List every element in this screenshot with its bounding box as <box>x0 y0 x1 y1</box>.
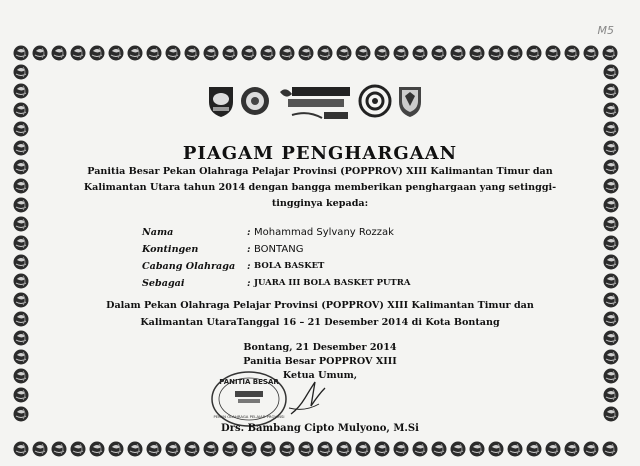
field-label: Kontingen <box>142 244 199 255</box>
handwritten-signature <box>285 378 335 420</box>
signer-name: Drs. Bambang Cipto Mulyono, M.Si <box>221 423 419 434</box>
rose-ornament <box>604 388 619 403</box>
rose-ornament <box>413 442 428 457</box>
rose-ornament <box>14 46 29 61</box>
place-date: Bontang, 21 Desember 2014 <box>243 342 397 353</box>
field-value-name: Mohammad Sylvany Rozzak <box>254 227 394 238</box>
rose-ornament <box>14 388 29 403</box>
rose-ornament <box>394 46 409 61</box>
rose-ornament <box>109 442 124 457</box>
field-label: Cabang Olahraga <box>142 261 236 272</box>
rose-ornament <box>451 442 466 457</box>
event-text <box>60 297 580 331</box>
field-colon: : <box>247 227 251 238</box>
rose-ornament <box>565 46 580 61</box>
field-colon: : <box>247 261 251 272</box>
rose-ornament <box>337 442 352 457</box>
rose-ornament <box>14 312 29 327</box>
rose-ornament <box>604 198 619 213</box>
rose-ornament <box>14 274 29 289</box>
corner-note: M5 <box>597 24 614 37</box>
rose-ornament <box>489 442 504 457</box>
stamp-top-text: PANITIA BESAR <box>219 378 279 386</box>
rose-ornament <box>128 442 143 457</box>
rose-ornament <box>242 442 257 457</box>
field-colon: : <box>247 278 251 289</box>
stamp-bottom-text: PEKAN OLAHRAGA PELAJAR PROVINSI <box>213 414 285 419</box>
field-colon: : <box>247 244 251 255</box>
logo-row <box>0 84 640 126</box>
rose-ornament <box>604 312 619 327</box>
rose-ornament <box>242 46 257 61</box>
rose-ornament <box>375 442 390 457</box>
signer-role: Ketua Umum, <box>282 370 358 381</box>
rose-ornament <box>52 46 67 61</box>
rose-ornament <box>604 407 619 422</box>
rose-ornament <box>261 442 276 457</box>
bontang-shield-icon <box>397 84 423 118</box>
rose-ornament <box>52 442 67 457</box>
rose-ornament <box>166 46 181 61</box>
rose-ornament <box>451 46 466 61</box>
rose-ornament <box>546 442 561 457</box>
rose-ornament <box>432 46 447 61</box>
circle-emblem-icon <box>358 84 392 118</box>
rose-ornament <box>14 65 29 80</box>
rose-ornament <box>14 442 29 457</box>
rose-ornament <box>223 46 238 61</box>
rose-ornament <box>14 198 29 213</box>
rose-ornament <box>90 442 105 457</box>
rose-ornament <box>584 46 599 61</box>
rose-ornament <box>604 179 619 194</box>
rose-ornament <box>14 217 29 232</box>
rose-ornament <box>166 442 181 457</box>
committee-name: Panitia Besar POPPROV XIII <box>243 356 397 367</box>
intro-text <box>50 164 590 212</box>
rose-ornament <box>375 46 390 61</box>
emblem-shield-icon <box>207 84 235 118</box>
rose-ornament <box>356 46 371 61</box>
rose-ornament <box>90 46 105 61</box>
rose-ornament <box>299 442 314 457</box>
rose-ornament <box>147 46 162 61</box>
field-value-sport: BOLA BASKET <box>254 261 325 271</box>
rose-ornament <box>14 369 29 384</box>
rose-ornament <box>261 46 276 61</box>
rose-ornament <box>204 46 219 61</box>
rose-ornament <box>280 46 295 61</box>
rose-ornament <box>14 407 29 422</box>
intro-line: Panitia Besar Pekan Olahraga Pelajar Provinsi (POPPROV) XIII Kalimantan Timur dan <box>87 166 553 177</box>
rose-ornament <box>603 46 618 61</box>
rose-ornament <box>489 46 504 61</box>
rose-ornament <box>33 46 48 61</box>
rose-ornament <box>413 46 428 61</box>
event-line: Dalam Pekan Olahraga Pelajar Provinsi (POPPROV) XIII Kalimantan Timur dan <box>106 300 534 311</box>
rose-ornament <box>604 255 619 270</box>
rose-ornament <box>14 255 29 270</box>
rose-ornament <box>432 442 447 457</box>
field-label: Sebagai <box>142 278 185 289</box>
rose-ornament <box>299 46 314 61</box>
rose-ornament <box>71 46 86 61</box>
rose-ornament <box>604 331 619 346</box>
rose-ornament <box>280 442 295 457</box>
rose-ornament <box>604 217 619 232</box>
rose-ornament <box>33 442 48 457</box>
rose-ornament <box>470 46 485 61</box>
rose-ornament <box>604 65 619 80</box>
rose-ornament <box>394 442 409 457</box>
rose-ornament <box>185 442 200 457</box>
rose-ornament <box>71 442 86 457</box>
rose-ornament <box>14 293 29 308</box>
rose-ornament <box>604 293 619 308</box>
rose-ornament <box>356 442 371 457</box>
rose-ornament <box>185 46 200 61</box>
rose-ornament <box>204 442 219 457</box>
rose-ornament <box>584 442 599 457</box>
rose-ornament <box>318 46 333 61</box>
emblem-round-icon <box>240 84 270 118</box>
rose-ornament <box>604 236 619 251</box>
rose-ornament <box>14 350 29 365</box>
rose-ornament <box>546 46 561 61</box>
rose-ornament <box>527 442 542 457</box>
rose-ornament <box>109 46 124 61</box>
rose-ornament <box>223 442 238 457</box>
rose-ornament <box>508 442 523 457</box>
field-value-contingent: BONTANG <box>254 244 304 255</box>
event-line: Kalimantan UtaraTanggal 16 – 21 Desember 2014 di Kota Bontang <box>140 317 500 328</box>
field-value-as: JUARA III BOLA BASKET PUTRA <box>254 278 411 288</box>
stamp-seal <box>210 370 288 428</box>
rose-ornament <box>318 442 333 457</box>
rose-ornament <box>14 236 29 251</box>
popprov-logo-icon <box>278 84 354 124</box>
rose-ornament <box>604 369 619 384</box>
rose-ornament <box>603 442 618 457</box>
intro-line: tingginya kepada: <box>271 198 369 209</box>
intro-line: Kalimantan Utara tahun 2014 dengan bangga memberikan penghargaan yang setinggi- <box>83 182 557 193</box>
rose-ornament <box>527 46 542 61</box>
field-label: Nama <box>142 227 174 238</box>
rose-ornament <box>508 46 523 61</box>
rose-ornament <box>147 442 162 457</box>
rose-ornament <box>604 274 619 289</box>
certificate-title: PIAGAM PENGHARGAAN <box>182 143 458 164</box>
rose-ornament <box>128 46 143 61</box>
rose-ornament <box>604 350 619 365</box>
rose-ornament <box>337 46 352 61</box>
rose-ornament <box>14 331 29 346</box>
rose-ornament <box>565 442 580 457</box>
rose-ornament <box>470 442 485 457</box>
rose-ornament <box>14 179 29 194</box>
